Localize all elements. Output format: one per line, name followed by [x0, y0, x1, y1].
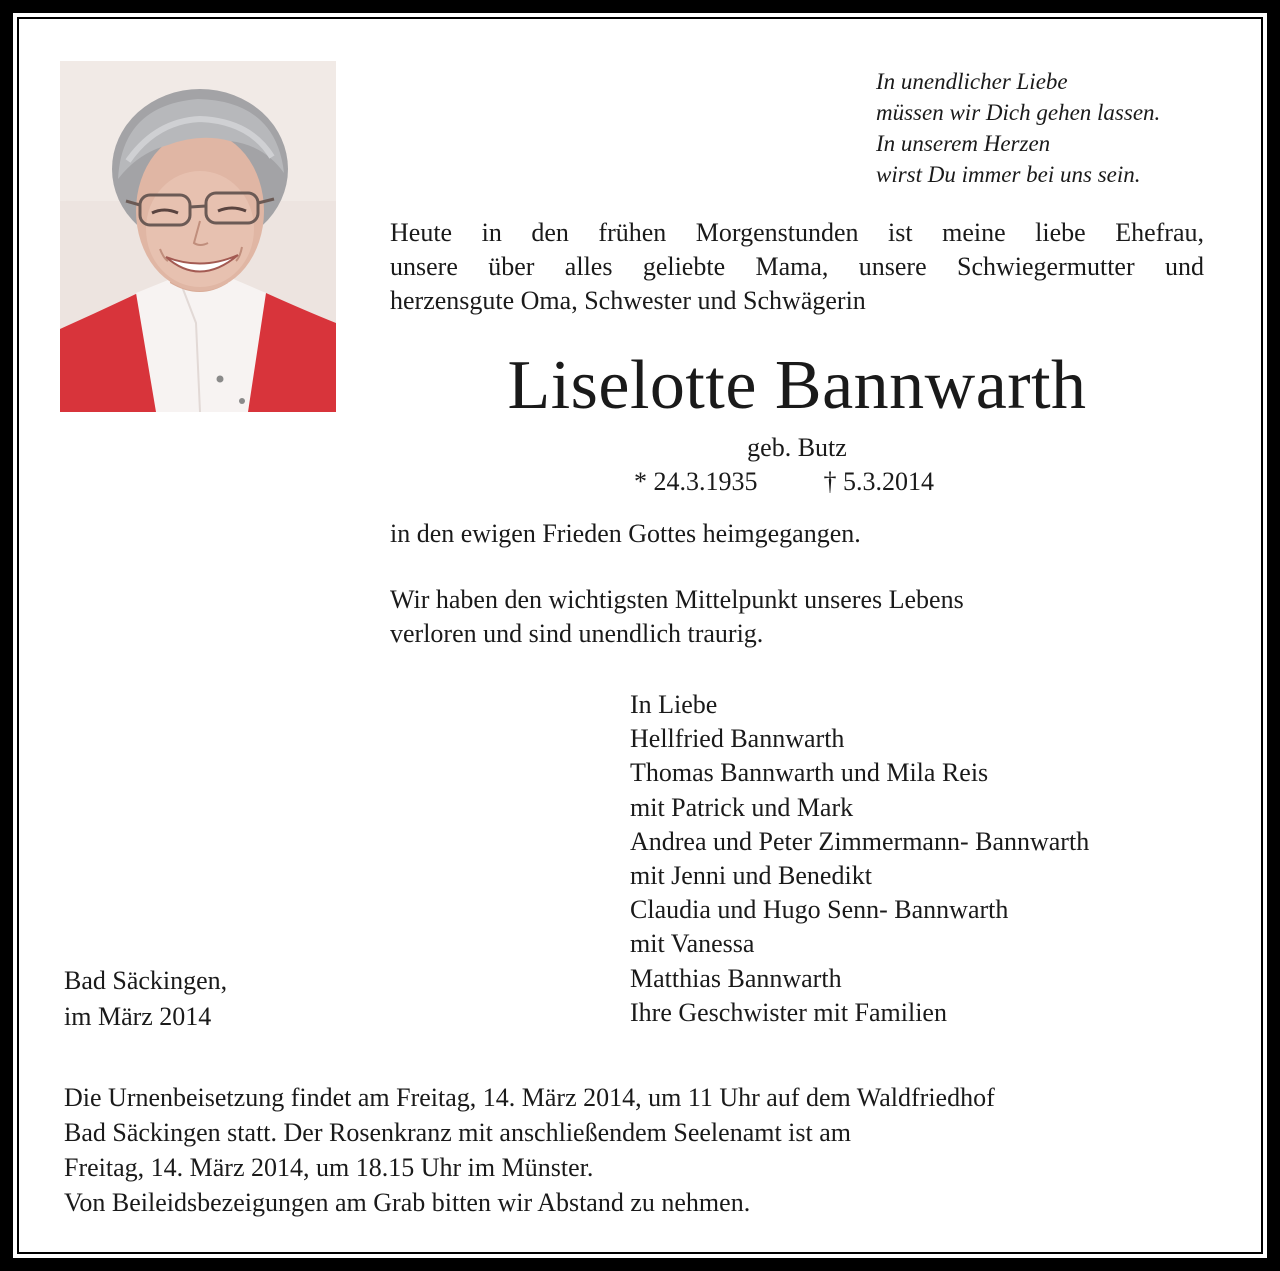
poem-line: wirst Du immer bei uns sein.	[876, 162, 1141, 187]
mourner-line: Thomas Bannwarth und Mila Reis	[630, 758, 989, 788]
place-and-date	[64, 963, 227, 1035]
mourner-line: mit Patrick und Mark	[630, 792, 854, 822]
intro-line: herzensgute Oma, Schwester und Schwägerin	[390, 286, 866, 315]
mourner-line: Hellfried Bannwarth	[630, 724, 845, 754]
announcement-intro	[390, 216, 1204, 318]
deceased-name: Liselotte Bannwarth	[507, 347, 1087, 424]
birth-date: * 24.3.1935	[634, 467, 758, 496]
mourner-line: Andrea und Peter Zimmermann- Bannwarth	[630, 826, 1090, 856]
date-line: im März 2014	[64, 1002, 212, 1031]
poem-line: In unserem Herzen	[876, 131, 1051, 156]
place-line: Bad Säckingen,	[64, 966, 228, 995]
death-date: † 5.3.2014	[823, 467, 934, 496]
life-dates	[634, 466, 934, 498]
mourner-line: mit Jenni und Benedikt	[630, 861, 872, 891]
passed-away-line: in den ewigen Frieden Gottes heimgegangen.	[390, 519, 861, 548]
mourning-line: Wir haben den wichtigsten Mittelpunkt unseres Lebens	[390, 585, 964, 614]
funeral-line: Freitag, 14. März 2014, um 18.15 Uhr im Münster.	[64, 1153, 594, 1182]
mourner-line: Matthias Bannwarth	[630, 963, 842, 993]
poem-line: müssen wir Dich gehen lassen.	[876, 100, 1161, 125]
funeral-line: Von Beileidsbezeigungen am Grab bitten wir Abstand zu nehmen.	[64, 1188, 751, 1217]
intro-line: unsere über alles geliebte Mama, unsere Schwiegermutter und	[390, 252, 1204, 281]
intro-line: Heute in den frühen Morgenstunden ist meine liebe Ehefrau,	[390, 218, 1204, 247]
funeral-line: Bad Säckingen statt. Der Rosenkranz mit anschließendem Seelenamt ist am	[64, 1118, 852, 1147]
mourning-line: verloren und sind unendlich traurig.	[390, 619, 764, 648]
mourner-line: Ihre Geschwister mit Familien	[630, 997, 947, 1027]
mourner-line: In Liebe	[630, 690, 718, 719]
mourner-line: Claudia und Hugo Senn- Bannwarth	[630, 895, 1009, 925]
funeral-line: Die Urnenbeisetzung findet am Freitag, 14. März 2014, um 11 Uhr auf dem Waldfriedhof	[64, 1083, 995, 1112]
funeral-details	[64, 1080, 1206, 1220]
mourner-line: mit Vanessa	[630, 929, 755, 959]
portrait-photo	[60, 61, 336, 412]
poem-line: In unendlicher Liebe	[876, 69, 1068, 94]
memorial-poem	[876, 66, 1160, 190]
mourners-list	[630, 688, 1089, 1030]
birth-name: geb. Butz	[747, 433, 847, 462]
